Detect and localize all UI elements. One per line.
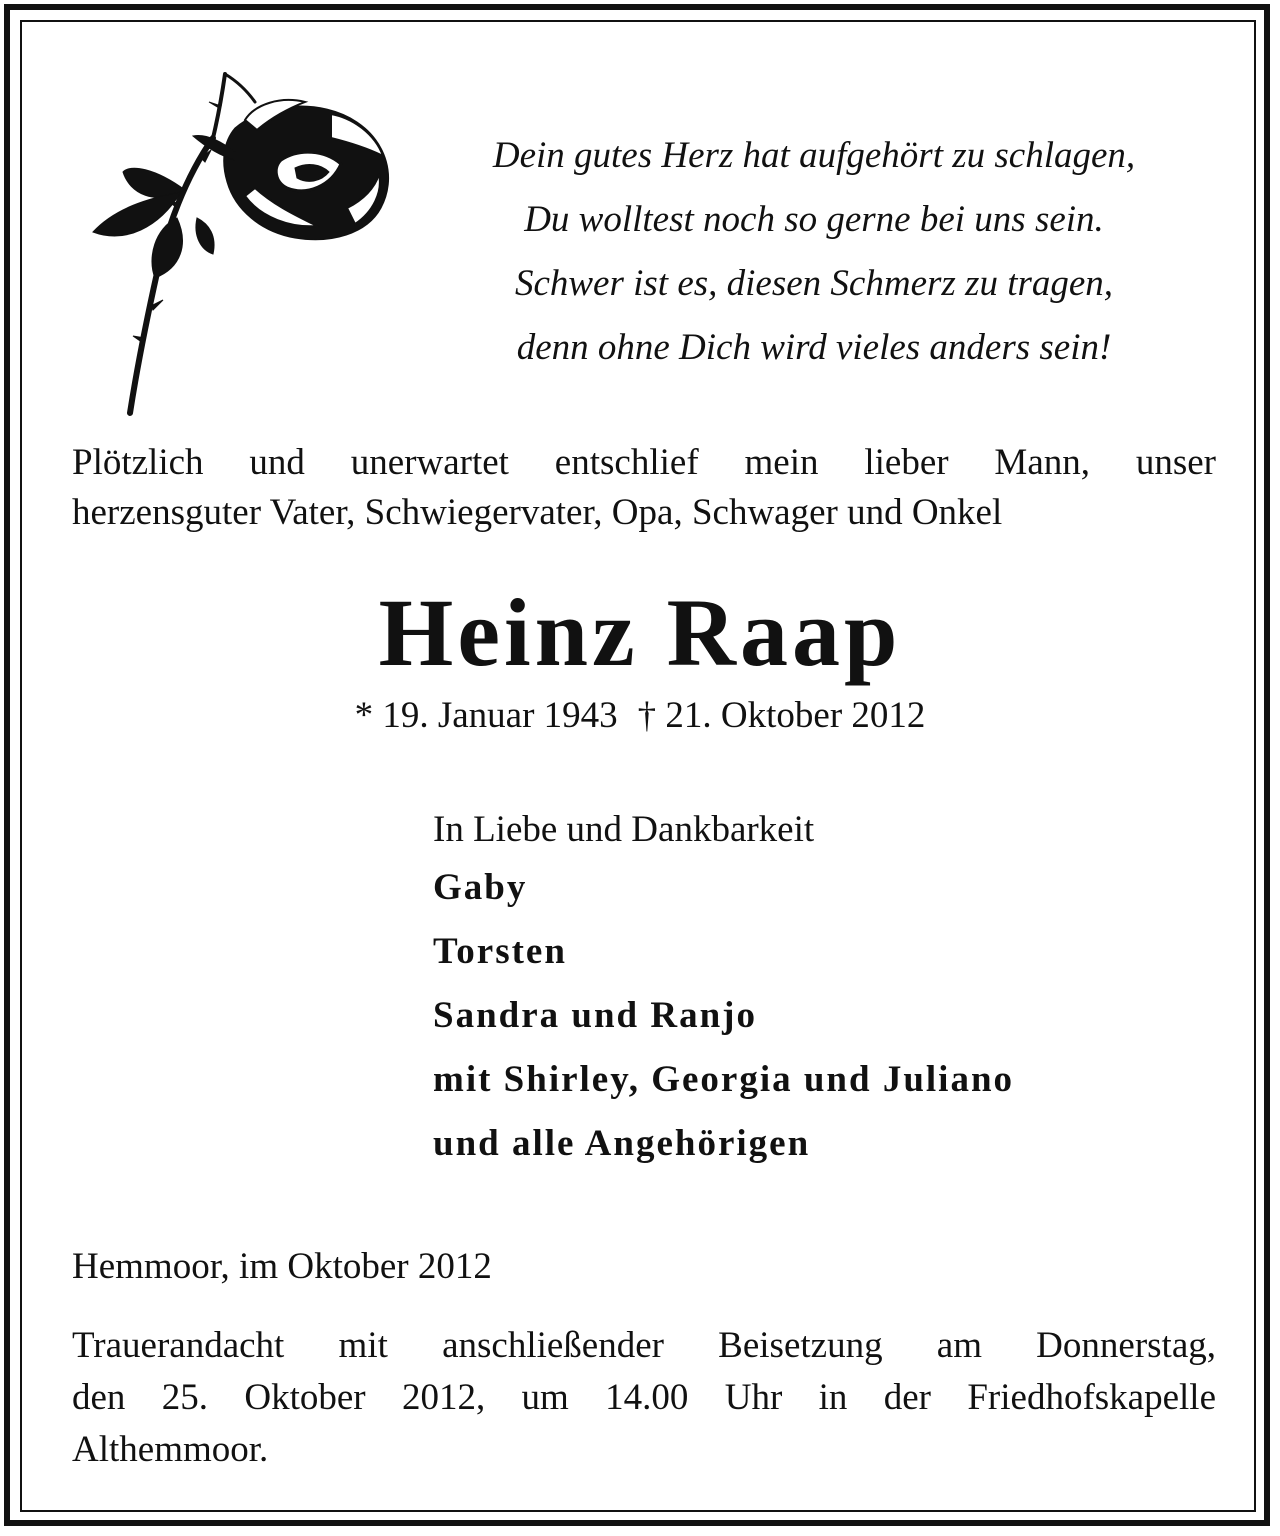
funeral-line: Trauerandacht mit anschließender Beisetzung am Donnerstag, xyxy=(72,1325,1216,1366)
memorial-poem xyxy=(410,124,1218,380)
mourner-name: Torsten xyxy=(433,931,567,972)
poem-line: denn ohne Dich wird vieles anders sein! xyxy=(516,327,1112,368)
intro-line: herzensguter Vater, Schwiegervater, Opa, Schwager und Onkel xyxy=(72,492,1003,533)
poem-line: Dein gutes Herz hat aufgehört zu schlagen, xyxy=(492,135,1136,176)
mourners-label: In Liebe und Dankbarkeit xyxy=(433,809,815,850)
birth-date: * 19. Januar 1943 xyxy=(354,695,618,736)
funeral-line: Althemmoor. xyxy=(72,1429,269,1470)
poem-line: Du wolltest noch so gerne bei uns sein. xyxy=(524,199,1104,240)
mourner-name: Sandra und Ranjo xyxy=(433,995,758,1036)
place-and-date: Hemmoor, im Oktober 2012 xyxy=(72,1246,492,1287)
mourners-block xyxy=(433,804,1233,1176)
deceased-name: Heinz Raap xyxy=(378,579,902,686)
life-dates xyxy=(0,692,1280,740)
mourner-name: Gaby xyxy=(433,867,528,908)
death-announcement-text xyxy=(72,438,1216,538)
intro-line: Plötzlich und unerwartet entschlief mein lieber Mann, unser xyxy=(72,442,1216,483)
rose-icon xyxy=(85,68,405,420)
funeral-info xyxy=(72,1320,1216,1476)
mourner-name: und alle Angehörigen xyxy=(433,1123,811,1164)
mourner-name: mit Shirley, Georgia und Juliano xyxy=(433,1059,1015,1100)
death-date: † 21. Oktober 2012 xyxy=(637,695,926,736)
funeral-line: den 25. Oktober 2012, um 14.00 Uhr in der Friedhofskapelle xyxy=(72,1377,1216,1418)
poem-line: Schwer ist es, diesen Schmerz zu tragen, xyxy=(514,263,1114,304)
